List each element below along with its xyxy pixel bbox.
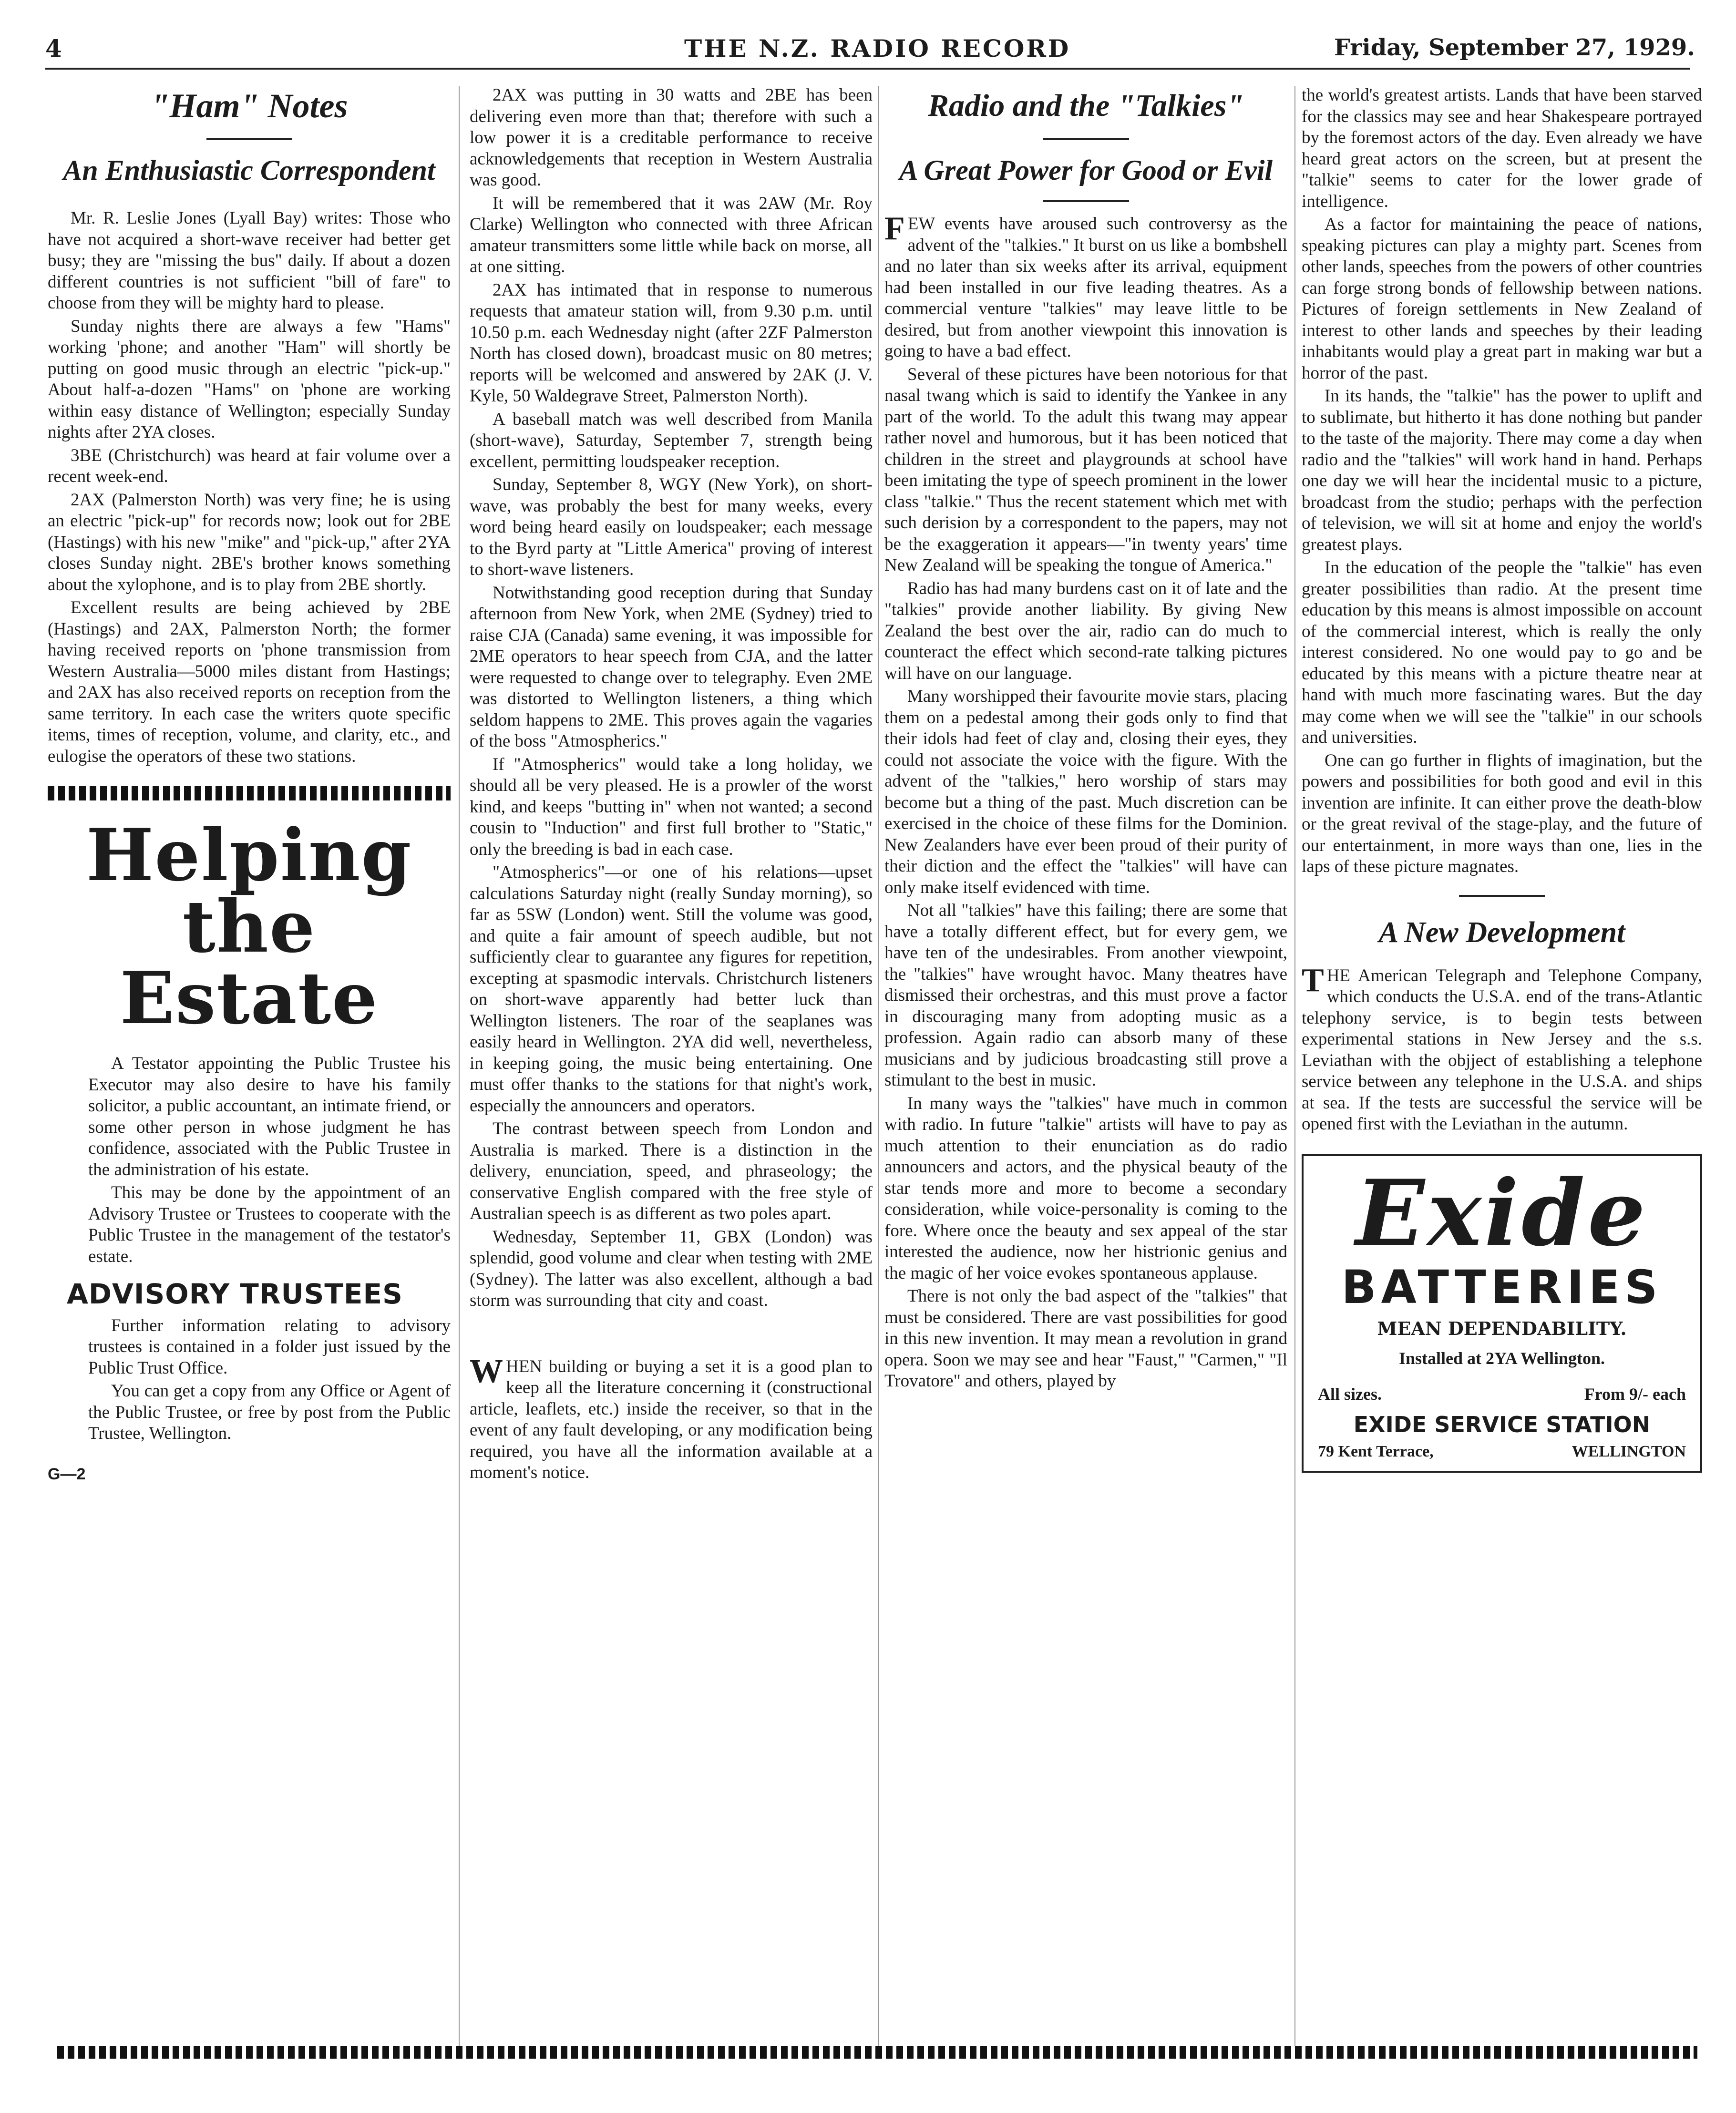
when-text: HEN building or buying a set it is a good plan to keep all the literature concerning it (constructional article, leaflets, etc.) inside the receiver, so that in the event of any fault developing, or any modification being required, you have all the information available at a moment's notice. (470, 1356, 873, 1482)
talkies-paragraph: Radio has had many burdens cast on it of late and the "talkies" provide another liability. By giving New Zealand the best over the air, radio can do much to counteract the effect which second-rate talking pictures will have on our language. (884, 578, 1287, 683)
column-3 (884, 85, 1287, 1394)
ham-continued-paragraph: It will be remembered that it was 2AW (Mr. Roy Clarke) Wellington who connected with three African amateur transmitters some little while back on morse, all at one sitting. (470, 193, 873, 277)
ham-notes-subtitle: An Enthusiastic Correspondent (63, 154, 435, 186)
ham-continued-paragraph: 2AX was putting in 30 watts and 2BE has been delivering even more than that; therefore with such a low power it is a creditable performance to receive acknowledgements that reception in Western Australia was good. (470, 85, 873, 190)
talkies-continued-paragraph: As a factor for maintaining the peace of nations, speaking pictures can play a mighty part. Scenes from other lands, speeches from the powers of other countries can forge strong bonds of fellowship between nations. Pictures of foreign settlements in New Zealand of interest to other lands and speeches by their leading inhabitants would play a great part in making war but a horror of the past. (1302, 215, 1702, 383)
development-dropcap: T (1302, 962, 1324, 999)
talkies-dropcap: F (884, 210, 905, 247)
column-2 (470, 85, 873, 1486)
page-number: 4 (45, 34, 62, 62)
estate-paragraph: This may be done by the appointment of an Advisory Trustee or Trustees to cooperate with the Public Trustee in the management of the testator's estate. (88, 1183, 451, 1266)
masthead: THE N.Z. RADIO RECORD (684, 34, 1071, 62)
spacer (470, 1313, 873, 1356)
talkies-paragraph: There is not only the bad aspect of the "talkies" that must be considered. There are vast possibilities for good in this new invention. It may mean a revolution in grand opera. Soon we may see and hear "Faust," "Carmen," "Il Trovatore" and others, played by (884, 1286, 1287, 1391)
page-header (45, 29, 1695, 67)
ham-continued-paragraph: "Atmospherics"—or one of his relations—upset calculations Saturday night (really Sunday morning), so far as 5SW (London) went. Still the volume was good, and quite a fair amount of speech audible, but not sufficiently clear to guarantee any figures for repetition, excepting at spasmodic intervals. Christchurch listeners on short-wave apparently had better luck than Wellington listeners. The roar of the seaplanes was easily heard in Wellington. 2YA did well, nevertheless, in keeping going, the music being entertaining. One must offer thanks to the stations for that night's work, especially the announcers and operators. (470, 862, 873, 1116)
talkies-continued-paragraph: In its hands, the "talkie" has the power to uplift and to sublimate, but hitherto it has done nothing but pander to the taste of the majority. There may come a day when radio and the "talkies" will work hand in hand. Perhaps one day we will hear the incidental music to a picture, broadcast from the studio; perhaps with the perfection of television, we will sit at home and enjoy the world's greatest plays. (1302, 386, 1702, 554)
column-rule-2 (878, 86, 879, 2050)
issue-date: Friday, September 27, 1929. (1334, 34, 1695, 61)
when-paragraph (470, 1353, 873, 1484)
advisory-trustees-heading: ADVISORY TRUSTEES (67, 1278, 403, 1310)
ham-notes-title: "Ham" Notes (150, 87, 348, 125)
exide-station: EXIDE SERVICE STATION (1353, 1412, 1651, 1437)
exide-price: From 9/- each (1584, 1384, 1686, 1404)
exide-sizes: All sizes. (1318, 1384, 1382, 1404)
talkies-paragraph: In many ways the "talkies" have much in common with radio. In future "talkie" artists will have to pay as much attention to their enunciation as do radio announcers and actors, and the physical beauty of the star tends more and more to become a secondary consideration, while voice-personality is coming to the fore. Where once the beauty and sex appeal of the star interested the audience, now her histrionic genius and the magic of her voice evokes spontaneous applause. (884, 1093, 1287, 1283)
talkies-continued-paragraph: One can go further in flights of imagination, but the powers and possibilities for both good and evil in this invention are infinite. It can either prove the death-blow or the great revival of the stage-play, and the future of our entertainment, in more ways than one, lies in the laps of these picture magnates. (1302, 750, 1702, 876)
exide-batteries: BATTERIES (1341, 1260, 1663, 1314)
estate-body-2 (48, 1315, 451, 1445)
exide-pricing-row (1313, 1384, 1691, 1405)
column-rule-3 (1294, 86, 1295, 2050)
estate-title: Helping the Estate (86, 813, 412, 1040)
talkies-subtitle: A Great Power for Good or Evil (899, 154, 1273, 186)
ham-paragraph: Mr. R. Leslie Jones (Lyall Bay) writes: Those who have not acquired a short-wave receiver had better get busy; they are "missing the bus" daily. If about a dozen different countries is not sufficient "bill of fare" to choose from they will be mighty hard to please. (48, 208, 451, 313)
exide-logo: Exide (1355, 1159, 1648, 1266)
estate-body (48, 1053, 451, 1267)
ham-continued-paragraph: The contrast between speech from London and Australia is marked. There is a distinction in the delivery, enunciation, speed, and phraseology; the conservative English compared with the free style of Australian speech is as different as two poles apart. (470, 1119, 873, 1223)
exide-tagline: MEAN DEPENDABILITY. (1377, 1317, 1627, 1339)
section-dash (1459, 895, 1545, 897)
talkies-paragraph: Not all "talkies" have this failing; there are some that have a totally different effect, but for every gem, we have ten of the undesirables. From another viewpoint, the "talkies" have wrought havoc. Many theatres have dismissed their orchestras, and this must prove a factor in discouraging many from adopting music as a profession. Again radio can absorb many of these musicians and by judicious broadcasting still prove a stimulant to the best in music. (884, 901, 1287, 1090)
development-paragraph (1302, 962, 1702, 1135)
talkies-continued-paragraph: the world's greatest artists. Lands that have been starved for the classics may see and hear Shakespeare portrayed by the foremost actors of the day. Even already we have heard great actors on the screen, but at present the "talkie" seems to cater for the lower grade of intelligence. (1302, 85, 1702, 211)
talkies-first-text: EW events have aroused such controversy as the advent of the "talkies." It burst on us like a bombshell and no later than six weeks after its arrival, equipment had been installed in our five leading theatres. As a commercial venture "talkies" may leave little to be desired, but from another viewpoint this innovation is going to have a bad effect. (884, 214, 1287, 361)
exide-address-number: 79 Kent Terrace, (1318, 1442, 1434, 1460)
column-rule-1 (459, 86, 460, 2050)
exide-address-city: WELLINGTON (1572, 1442, 1686, 1460)
ham-paragraph: 2AX (Palmerston North) was very fine; he is using an electric "pick-up" for records now; look out for 2BE (Hastings) with his new "mike" and "pick-up," after 2YA closes Sunday night. 2BE's brother knows something about the xylophone, and is to play from 2BE shortly. (48, 490, 451, 595)
development-title: A New Development (1378, 916, 1625, 949)
exide-address-row (1313, 1441, 1691, 1463)
column-1 (48, 85, 451, 1485)
talkies-paragraph: Several of these pictures have been notorious for that nasal twang which is said to identify the Yankee in any part of the world. To the adult this twang may appear rather novel and humorous, but it has been noticed that children in the street and playgrounds at school have been imitating the type of speech prominent in the lower class "talkie." Thus the recent statement which met with such derision by a correspondent to the papers, may not be the exaggeration it appears—"in twenty years' time New Zealand will be speaking the tongue of America." (884, 364, 1287, 575)
bottom-divider-stripe (57, 2046, 1697, 2059)
ham-continued-paragraph: Sunday, September 8, WGY (New York), on short-wave, was probably the best for many weeks, every word being heard easily on loudspeaker; each message to the Byrd party at "Little America" proving of interest to short-wave listeners. (470, 475, 873, 579)
talkies-paragraph: Many worshipped their favourite movie stars, placing them on a pedestal among their gods only to find that their idols had feet of clay and, closing their eyes, they could not associate the voice with the figure. With the advent of the "talkies," hero worship of stars may become but a thing of the past. Much discretion can be exercised in the choice of these films for the Dominion. New Zealanders have ever been proud of their purity of their diction and the effect the "talkies" will have can only make itself evidenced with time. (884, 687, 1287, 897)
talkies-continued-paragraph: In the education of the people the "talkie" has even greater possibilities than radio. At the present time education by this means is almost impossible on account of the commercial interest, which is really the only interest considered. No one would pay to go and be educated by this means with a picture theatre near at hand with much more fascinating wares. But the day may come when we will see the "talkie" in our schools and universities. (1302, 558, 1702, 747)
ham-continued-paragraph: A baseball match was well described from Manila (short-wave), Saturday, September 7, strength being excellent, permitting loudspeaker reception. (470, 409, 873, 472)
talkies-first-paragraph (884, 210, 1287, 362)
ham-paragraph: Sunday nights there are always a few "Hams" working 'phone; and another "Ham" will shortly be putting on good music through an electric "pick-up." About half-a-dozen "Hams" on 'phone are working within easy distance of Wellington; especially Sunday nights after 2YA closes. (48, 316, 451, 442)
ham-paragraph: Excellent results are being achieved by 2BE (Hastings) and 2AX, Palmerston North; the former having received reports on 'phone transmission from Western Australia—5000 miles distant from Hastings; and 2AX has also received reports on reception from the same territory. In each case the writers quote specific items, times of reception, volume, and clarity, etc., and eulogise the operators of these two stations. (48, 598, 451, 766)
title-dash (1043, 138, 1129, 140)
estate-paragraph: A Testator appointing the Public Trustee his Executor may also desire to have his family solicitor, a public accountant, an intimate friend, or some other person in whose judgment he has confidence, associated with the Public Trustee in the administration of his estate. (88, 1054, 451, 1180)
ham-continued-paragraph: Wednesday, September 11, GBX (London) was splendid, good volume and clear when testing with 2ME (Sydney). The latter was also excellent, although a bad storm was surrounding that city and coast. (470, 1227, 873, 1310)
development-text: HE American Telegraph and Telephone Company, which conducts the U.S.A. end of the trans-Atlantic telephony service, is to begin tests between experimental stations in New Jersey and the s.s. Leviathan with the objject of establishing a telephone service between any telephone in the U.S.A. and ships at sea. If the tests are successful the service will be opened first with the Leviathan in the autumn. (1302, 965, 1702, 1134)
ham-continued-paragraph: 2AX has intimated that in response to numerous requests that amateur station will, from 9.30 p.m. until 10.50 p.m. each Wednesday night (after 2ZF Palmerston North has closed down), broadcast music on 80 metres; reports will be welcomed and answered by 2AK (J. V. Kyle, 50 Waldegrave Street, Palmerston North). (470, 280, 873, 406)
estate-paragraph: Further information relating to advisory trustees is contained in a folder just issued by the Public Trust Office. (88, 1315, 451, 1378)
title-dash (1043, 200, 1129, 202)
exide-advertisement (1302, 1154, 1702, 1473)
talkies-title: Radio and the "Talkies" (927, 88, 1244, 123)
estate-paragraph: You can get a copy from any Office or Agent of the Public Trustee, or free by post from the Public Trustee, Wellington. (88, 1381, 451, 1443)
ad-code: G—2 (48, 1465, 86, 1483)
column-4 (1302, 85, 1702, 1473)
when-dropcap: W (470, 1353, 503, 1390)
ham-paragraph: 3BE (Christchurch) was heard at fair volume over a recent week-end. (48, 445, 451, 486)
ham-continued-paragraph: If "Atmospherics" would take a long holiday, we should all be very pleased. He is a prowler of the worst kind, and keeps "butting in" when not wanted; a second cousin to "Induction" and first full brother to "Static," only the breeding is bad in each case. (470, 754, 873, 859)
title-dash (206, 138, 292, 140)
exide-installed: Installed at 2YA Wellington. (1398, 1349, 1605, 1368)
section-divider-stripe (48, 786, 451, 800)
ham-continued-paragraph: Notwithstanding good reception during that Sunday afternoon from New York, when 2ME (Sydney) tried to raise CJA (Canada) same evening, it was impossible for 2ME operators to hear speech from CJA, and the latter were requested to change over to telegraphy. Even 2ME was distorted to Wellington listeners, a thing which seldom happens to 2ME. This proves again the vagaries of the boss "Atmospherics." (470, 583, 873, 751)
header-rule (45, 68, 1690, 70)
